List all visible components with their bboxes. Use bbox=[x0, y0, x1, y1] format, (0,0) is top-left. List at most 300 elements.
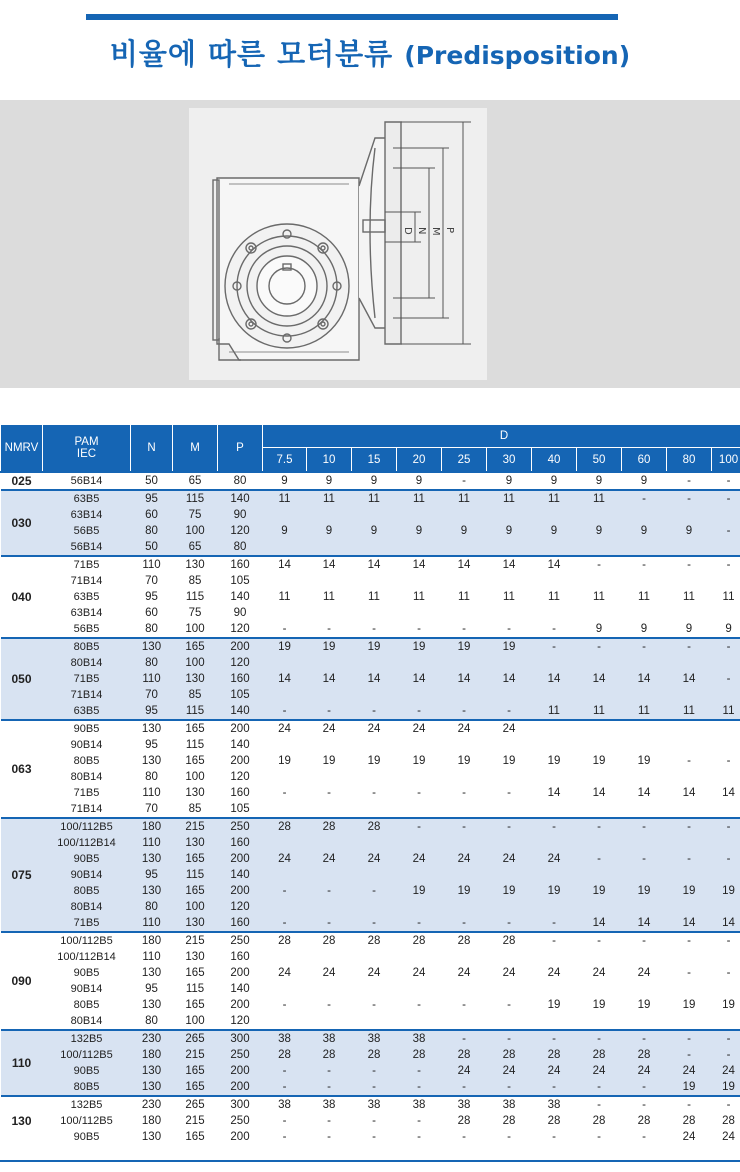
d-cell bbox=[532, 949, 577, 965]
d-cell: 19 bbox=[263, 638, 307, 655]
d-cell: 24 bbox=[278, 967, 291, 979]
d-cell: 24 bbox=[577, 1063, 622, 1079]
d-cell: 9 bbox=[577, 523, 622, 539]
d-cell bbox=[532, 769, 577, 785]
d-cell: 28 bbox=[397, 932, 442, 949]
d-cell: 19 bbox=[547, 999, 561, 1011]
d-cell bbox=[352, 573, 397, 589]
d-cell bbox=[442, 539, 487, 556]
m-cell: 115 bbox=[173, 490, 218, 507]
p-cell: 80 bbox=[218, 472, 263, 490]
spec-table-header bbox=[1, 425, 740, 473]
ratio-header: 100 bbox=[712, 448, 740, 473]
d-cell: 9 bbox=[725, 623, 732, 635]
d-cell: - bbox=[282, 1115, 287, 1127]
p-cell: 120 bbox=[218, 899, 263, 915]
header-pam bbox=[43, 425, 131, 473]
d-cell bbox=[397, 507, 442, 523]
d-cell bbox=[712, 981, 740, 997]
d-cell bbox=[667, 573, 712, 589]
table-row bbox=[1, 605, 740, 621]
d-cell: - bbox=[642, 1131, 646, 1143]
d-cell bbox=[622, 801, 667, 818]
d-cell bbox=[532, 655, 577, 671]
d-cell bbox=[307, 949, 352, 965]
d-cell bbox=[263, 687, 307, 703]
d-cell bbox=[712, 737, 740, 753]
d-cell: 11 bbox=[487, 490, 532, 507]
d-cell bbox=[263, 801, 307, 818]
model-cell: 130 bbox=[1, 1096, 43, 1145]
p-cell: 200 bbox=[218, 883, 263, 899]
d-cell: - bbox=[622, 851, 667, 867]
d-cell: - bbox=[577, 1079, 622, 1096]
table-row bbox=[1, 801, 740, 818]
d-cell bbox=[442, 573, 487, 589]
d-cell: - bbox=[507, 1131, 511, 1143]
d-cell: - bbox=[712, 472, 740, 490]
p-cell: 200 bbox=[218, 720, 263, 737]
d-cell bbox=[263, 949, 307, 965]
p-cell: 80 bbox=[218, 539, 263, 556]
d-cell: - bbox=[462, 1131, 466, 1143]
table-row bbox=[1, 981, 740, 997]
title-sub: (Predisposition) bbox=[404, 41, 631, 70]
d-cell bbox=[352, 949, 397, 965]
d-cell bbox=[487, 949, 532, 965]
pam-cell: 80B5 bbox=[73, 755, 100, 767]
d-cell: - bbox=[372, 1131, 376, 1143]
table-row bbox=[1, 589, 740, 605]
d-cell: 9 bbox=[640, 623, 648, 635]
d-cell: - bbox=[307, 1079, 352, 1096]
d-cell: 9 bbox=[487, 472, 532, 490]
d-cell: - bbox=[577, 638, 622, 655]
m-cell: 265 bbox=[173, 1030, 218, 1047]
d-cell: 9 bbox=[622, 472, 667, 490]
d-cell bbox=[307, 981, 352, 997]
d-cell bbox=[667, 1013, 712, 1030]
model-cell: 050 bbox=[1, 638, 43, 720]
ratio-header: 30 bbox=[487, 448, 532, 473]
d-cell bbox=[352, 1013, 397, 1030]
dim-label-p: P bbox=[444, 227, 455, 234]
table-row bbox=[1, 883, 740, 899]
d-cell: 9 bbox=[397, 472, 442, 490]
d-cell: - bbox=[577, 556, 622, 573]
d-cell: - bbox=[552, 1131, 556, 1143]
n-cell: 80 bbox=[131, 899, 173, 915]
pam-cell: 71B5 bbox=[43, 915, 131, 932]
d-cell bbox=[577, 949, 622, 965]
d-cell: - bbox=[352, 915, 397, 932]
d-cell: - bbox=[507, 999, 511, 1011]
table-row bbox=[1, 899, 740, 915]
p-cell: 200 bbox=[230, 999, 250, 1011]
n-cell: 70 bbox=[145, 575, 158, 587]
table-row bbox=[1, 720, 740, 737]
d-cell: - bbox=[487, 1079, 532, 1096]
d-cell: 19 bbox=[667, 883, 712, 899]
d-cell: 19 bbox=[278, 755, 291, 767]
d-cell bbox=[442, 769, 487, 785]
table-row bbox=[1, 490, 740, 507]
gearbox-illustration bbox=[189, 108, 487, 380]
d-cell: 24 bbox=[352, 851, 397, 867]
d-cell: 19 bbox=[722, 999, 735, 1011]
d-cell bbox=[352, 899, 397, 915]
d-cell: - bbox=[667, 472, 712, 490]
d-cell bbox=[263, 981, 307, 997]
d-cell: - bbox=[532, 1079, 577, 1096]
n-cell: 180 bbox=[131, 1047, 173, 1063]
d-cell: - bbox=[417, 1115, 421, 1127]
p-cell: 105 bbox=[230, 803, 250, 815]
n-cell: 80 bbox=[145, 1015, 158, 1027]
d-cell: - bbox=[442, 1030, 487, 1047]
dim-label-d: D bbox=[402, 227, 413, 235]
n-cell: 50 bbox=[131, 472, 173, 490]
d-cell: 19 bbox=[547, 755, 561, 767]
d-cell: - bbox=[462, 623, 466, 635]
n-cell: 130 bbox=[131, 1079, 173, 1096]
d-cell: - bbox=[462, 999, 466, 1011]
d-cell bbox=[263, 655, 307, 671]
d-cell bbox=[577, 1013, 622, 1030]
d-cell: 24 bbox=[397, 851, 442, 867]
m-cell: 165 bbox=[173, 883, 218, 899]
d-cell: 19 bbox=[637, 755, 651, 767]
d-cell bbox=[442, 949, 487, 965]
m-cell: 130 bbox=[173, 835, 218, 851]
d-cell: 28 bbox=[592, 1115, 606, 1127]
m-cell: 165 bbox=[185, 999, 205, 1011]
d-cell: 28 bbox=[352, 932, 397, 949]
d-cell: 24 bbox=[487, 851, 532, 867]
n-cell: 110 bbox=[131, 556, 173, 573]
pam-cell: 100/112B5 bbox=[43, 818, 131, 835]
d-cell: 38 bbox=[263, 1030, 307, 1047]
model-cell: 090 bbox=[1, 932, 43, 1030]
d-cell: 14 bbox=[263, 671, 307, 687]
d-cell: - bbox=[712, 671, 740, 687]
model-cell: 075 bbox=[1, 818, 43, 932]
table-row bbox=[1, 867, 740, 883]
d-cell: - bbox=[597, 1131, 601, 1143]
d-cell bbox=[442, 1013, 487, 1030]
d-cell: 11 bbox=[683, 591, 695, 603]
d-cell: - bbox=[577, 1096, 622, 1113]
d-cell bbox=[487, 801, 532, 818]
d-cell: - bbox=[442, 703, 487, 720]
ratio-header: 25 bbox=[442, 448, 487, 473]
d-cell bbox=[532, 801, 577, 818]
d-cell: - bbox=[442, 1079, 487, 1096]
d-cell bbox=[307, 835, 352, 851]
table-row bbox=[1, 621, 740, 638]
header-d: D bbox=[263, 425, 740, 448]
d-cell: - bbox=[372, 1115, 376, 1127]
d-cell bbox=[307, 737, 352, 753]
n-cell: 110 bbox=[131, 915, 173, 932]
m-cell: 265 bbox=[173, 1096, 218, 1113]
d-cell: - bbox=[327, 623, 331, 635]
d-cell bbox=[352, 507, 397, 523]
d-cell bbox=[263, 507, 307, 523]
table-row bbox=[1, 1047, 740, 1063]
m-cell: 165 bbox=[185, 755, 205, 767]
title-main: 비율에 따른 모터분류 bbox=[109, 37, 394, 71]
d-cell bbox=[307, 605, 352, 621]
d-cell: 28 bbox=[263, 818, 307, 835]
spec-table bbox=[0, 424, 740, 1145]
table-row bbox=[1, 965, 740, 981]
d-cell: 28 bbox=[442, 932, 487, 949]
d-cell: 19 bbox=[577, 883, 622, 899]
n-cell: 50 bbox=[131, 539, 173, 556]
d-cell: - bbox=[282, 623, 287, 635]
d-cell: 24 bbox=[263, 851, 307, 867]
d-cell bbox=[442, 835, 487, 851]
d-cell bbox=[532, 835, 577, 851]
d-cell bbox=[712, 949, 740, 965]
d-cell: - bbox=[282, 999, 287, 1011]
m-cell: 75 bbox=[188, 607, 202, 619]
d-cell bbox=[532, 1013, 577, 1030]
d-cell bbox=[352, 539, 397, 556]
d-cell: 19 bbox=[397, 638, 442, 655]
model-group-063 bbox=[1, 720, 740, 818]
d-cell: 19 bbox=[397, 883, 442, 899]
d-cell: - bbox=[712, 851, 740, 867]
pam-cell: 63B5 bbox=[43, 703, 131, 720]
p-cell: 90 bbox=[233, 607, 247, 619]
n-cell: 230 bbox=[131, 1030, 173, 1047]
d-cell: 11 bbox=[413, 591, 425, 603]
d-cell bbox=[712, 573, 740, 589]
p-cell: 160 bbox=[230, 951, 250, 963]
d-cell: - bbox=[397, 703, 442, 720]
pam-cell: 90B14 bbox=[70, 983, 103, 995]
d-cell: 28 bbox=[352, 818, 397, 835]
d-cell: 14 bbox=[442, 671, 487, 687]
d-cell: 19 bbox=[307, 638, 352, 655]
d-cell bbox=[622, 720, 667, 737]
ratio-header: 80 bbox=[667, 448, 712, 473]
header-n: N bbox=[131, 425, 173, 473]
p-cell: 140 bbox=[230, 983, 250, 995]
d-cell bbox=[307, 801, 352, 818]
d-cell bbox=[487, 539, 532, 556]
d-cell bbox=[622, 737, 667, 753]
d-cell bbox=[712, 720, 740, 737]
d-cell bbox=[577, 769, 622, 785]
d-cell bbox=[712, 801, 740, 818]
d-cell: 24 bbox=[263, 720, 307, 737]
n-cell: 130 bbox=[131, 1063, 173, 1079]
d-cell bbox=[532, 899, 577, 915]
d-cell bbox=[442, 867, 487, 883]
table-row bbox=[1, 818, 740, 835]
p-cell: 200 bbox=[218, 1063, 263, 1079]
d-cell: - bbox=[327, 999, 331, 1011]
model-cell: 110 bbox=[1, 1030, 43, 1096]
d-cell: - bbox=[712, 818, 740, 835]
p-cell: 300 bbox=[218, 1030, 263, 1047]
pam-cell: 90B5 bbox=[73, 967, 100, 979]
d-cell: 24 bbox=[592, 967, 606, 979]
d-cell: 28 bbox=[682, 1115, 696, 1127]
d-cell: 24 bbox=[487, 1063, 532, 1079]
p-cell: 250 bbox=[218, 932, 263, 949]
header-pam-label: PAM IEC bbox=[74, 436, 99, 460]
d-cell: 9 bbox=[532, 472, 577, 490]
m-cell: 130 bbox=[173, 915, 218, 932]
d-cell: 19 bbox=[622, 883, 667, 899]
table-bottom-rule bbox=[0, 1160, 740, 1162]
d-cell: - bbox=[352, 703, 397, 720]
p-cell: 140 bbox=[218, 490, 263, 507]
pam-cell: 71B5 bbox=[43, 556, 131, 573]
pam-cell: 71B5 bbox=[73, 787, 100, 799]
n-cell: 130 bbox=[131, 883, 173, 899]
d-cell: 19 bbox=[412, 755, 426, 767]
d-cell bbox=[487, 507, 532, 523]
table-row bbox=[1, 915, 740, 932]
d-cell: 9 bbox=[263, 523, 307, 539]
m-cell: 130 bbox=[185, 787, 205, 799]
n-cell: 95 bbox=[131, 490, 173, 507]
m-cell: 215 bbox=[173, 818, 218, 835]
pam-cell: 100/112B14 bbox=[57, 951, 116, 963]
table-row bbox=[1, 573, 740, 589]
d-cell: - bbox=[263, 703, 307, 720]
header-p: P bbox=[218, 425, 263, 473]
n-cell: 130 bbox=[131, 851, 173, 867]
d-cell bbox=[532, 981, 577, 997]
p-cell: 160 bbox=[218, 556, 263, 573]
d-cell: 24 bbox=[547, 967, 561, 979]
p-cell: 160 bbox=[218, 671, 263, 687]
d-cell: 14 bbox=[487, 556, 532, 573]
d-cell bbox=[263, 605, 307, 621]
dim-label-m: M bbox=[430, 227, 441, 236]
d-cell: 19 bbox=[367, 755, 381, 767]
m-cell: 75 bbox=[173, 507, 218, 523]
table-row bbox=[1, 1113, 740, 1129]
d-cell: - bbox=[397, 818, 442, 835]
d-cell bbox=[667, 720, 712, 737]
d-cell: 11 bbox=[503, 591, 515, 603]
d-cell: 19 bbox=[442, 883, 487, 899]
d-cell bbox=[442, 981, 487, 997]
d-cell: - bbox=[372, 999, 376, 1011]
n-cell: 180 bbox=[131, 818, 173, 835]
d-cell bbox=[712, 899, 740, 915]
pam-cell: 100/112B5 bbox=[60, 1115, 113, 1127]
m-cell: 165 bbox=[173, 720, 218, 737]
m-cell: 165 bbox=[173, 1079, 218, 1096]
d-cell: - bbox=[622, 638, 667, 655]
d-cell: - bbox=[487, 703, 532, 720]
d-cell: - bbox=[622, 490, 667, 507]
d-cell bbox=[667, 539, 712, 556]
d-cell bbox=[352, 801, 397, 818]
m-cell: 130 bbox=[185, 951, 205, 963]
d-cell: 9 bbox=[667, 523, 712, 539]
table-row bbox=[1, 472, 740, 490]
d-cell bbox=[667, 769, 712, 785]
d-cell bbox=[397, 655, 442, 671]
d-cell: 38 bbox=[263, 1096, 307, 1113]
ratio-header: 40 bbox=[532, 448, 577, 473]
d-cell: 19 bbox=[682, 999, 696, 1011]
d-cell bbox=[532, 507, 577, 523]
m-cell: 115 bbox=[185, 983, 205, 995]
d-cell bbox=[352, 981, 397, 997]
d-cell bbox=[622, 899, 667, 915]
d-cell: 14 bbox=[532, 556, 577, 573]
d-cell bbox=[667, 949, 712, 965]
d-cell bbox=[532, 867, 577, 883]
p-cell: 140 bbox=[218, 867, 263, 883]
p-cell: 200 bbox=[218, 851, 263, 867]
d-cell: 28 bbox=[307, 1047, 352, 1063]
drawing-band bbox=[0, 100, 740, 388]
d-cell: - bbox=[622, 1030, 667, 1047]
d-cell bbox=[397, 737, 442, 753]
d-cell: 9 bbox=[577, 472, 622, 490]
d-cell bbox=[263, 867, 307, 883]
d-cell bbox=[712, 769, 740, 785]
table-row bbox=[1, 1079, 740, 1096]
d-cell: - bbox=[352, 1063, 397, 1079]
model-cell: 040 bbox=[1, 556, 43, 638]
table-row bbox=[1, 703, 740, 720]
dim-label-n: N bbox=[416, 227, 427, 235]
table-row bbox=[1, 556, 740, 573]
d-cell bbox=[352, 687, 397, 703]
m-cell: 130 bbox=[173, 556, 218, 573]
d-cell bbox=[397, 835, 442, 851]
d-cell: 28 bbox=[722, 1115, 735, 1127]
table-row bbox=[1, 1096, 740, 1113]
d-cell: 19 bbox=[322, 755, 336, 767]
d-cell bbox=[487, 899, 532, 915]
d-cell: - bbox=[397, 1063, 442, 1079]
n-cell: 130 bbox=[131, 720, 173, 737]
pam-cell: 80B14 bbox=[43, 899, 131, 915]
d-cell bbox=[397, 769, 442, 785]
pam-cell: 132B5 bbox=[43, 1030, 131, 1047]
d-cell: - bbox=[712, 1030, 740, 1047]
p-cell: 90 bbox=[218, 507, 263, 523]
d-cell: - bbox=[687, 967, 691, 979]
d-cell bbox=[307, 573, 352, 589]
d-cell: - bbox=[327, 1115, 331, 1127]
n-cell: 95 bbox=[131, 867, 173, 883]
table-row bbox=[1, 507, 740, 523]
d-cell bbox=[397, 867, 442, 883]
pam-cell: 80B5 bbox=[43, 1079, 131, 1096]
d-cell bbox=[532, 737, 577, 753]
d-cell: - bbox=[667, 638, 712, 655]
d-cell: 14 bbox=[667, 915, 712, 932]
n-cell: 70 bbox=[145, 803, 158, 815]
d-cell bbox=[712, 687, 740, 703]
d-cell bbox=[712, 1013, 740, 1030]
d-cell bbox=[667, 835, 712, 851]
